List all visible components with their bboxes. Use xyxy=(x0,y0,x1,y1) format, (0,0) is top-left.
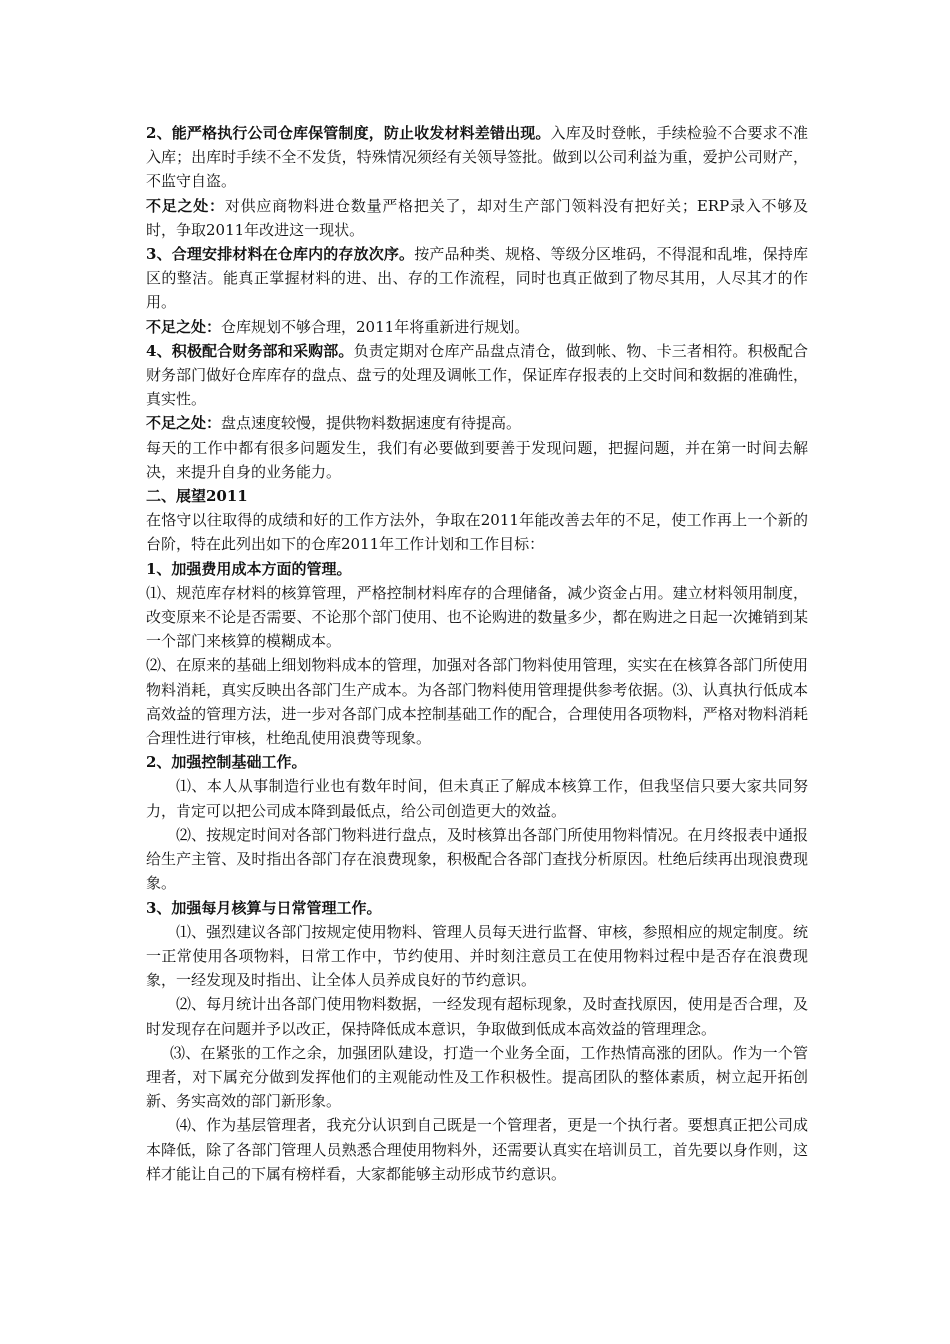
paragraph-text: ⑷、作为基层管理者，我充分认识到自己既是一个管理者，更是一个执行者。要想真正把公司成本降低，除了各部门管理人员熟悉合理使用物料外，还需要认真实在培训员工，首先要以身作则，这样才能让自己的下属有榜样看，大家都能够主动形成节约意识。 xyxy=(146,1116,808,1183)
paragraph-item-2 xyxy=(146,121,808,194)
paragraph-text: ⑴、强烈建议各部门按规定使用物料、管理人员每天进行监督、审核，参照相应的规定制度。统一正常使用各项物料，日常工作中，节约使用、并时刻注意员工在使用物料过程中是否存在浪费现象，一经发现及时指出、让全体人员养成良好的节约意识。 xyxy=(146,922,808,990)
list-item xyxy=(146,992,808,1040)
paragraph-heading: 4、积极配合财务部和采购部。 xyxy=(146,341,354,360)
paragraph-text: 入库及时登帐，手续检验不合要求不准入库；出库时手续不全不发货，特殊情况须经有关领导签批。做到以公司利益为重，爱护公司财产，不监守自盗。 xyxy=(146,124,808,191)
outlook-intro xyxy=(146,508,808,556)
section-heading-outlook: 二、展望2011 xyxy=(146,487,248,506)
subheading-monthly-accounting: 3、加强每月核算与日常管理工作。 xyxy=(146,898,382,917)
list-item xyxy=(146,774,808,822)
list-item xyxy=(146,581,808,654)
shortcoming-label: 不足之处： xyxy=(146,196,225,215)
shortcoming-note xyxy=(146,315,808,339)
shortcoming-label: 不足之处： xyxy=(146,317,222,336)
subheading-control-basics: 2、加强控制基础工作。 xyxy=(146,753,307,772)
paragraph-text: ⑴、本人从事制造行业也有数年时间，但未真正了解成本核算工作，但我坚信只要大家共同努力，肯定可以把公司成本降到最低点，给公司创造更大的效益。 xyxy=(146,777,808,820)
paragraph-text: ⑵、按规定时间对各部门物料进行盘点，及时核算出各部门所使用物料情况。在月终报表中通报给生产主管、及时指出各部门存在浪费现象，积极配合各部门查找分析原因。杜绝后续再出现浪费现象。 xyxy=(146,825,808,893)
paragraph-text: ⑶、在紧张的工作之余，加强团队建设，打造一个业务全面，工作热情高涨的团队。作为一个管理者，对下属充分做到发挥他们的主观能动性及工作积极性。提高团队的整体素质，树立起开拓创新、务实高效的部门新形象。 xyxy=(146,1043,808,1111)
paragraph-heading: 3、合理安排材料在仓库内的存放次序。 xyxy=(146,245,415,264)
shortcoming-text: 仓库规划不够合理，2011年将重新进行规划。 xyxy=(221,317,530,336)
paragraph-text: ⑵、每月统计出各部门使用物料数据，一经发现有超标现象，及时查找原因，使用是否合理，及时发现存在问题并予以改正，保持降低成本意识，争取做到低成本高效益的管理理念。 xyxy=(146,995,808,1038)
paragraph-text: 按产品种类、规格、等级分区堆码，不得混和乱堆，保持库区的整洁。能真正掌握材料的进、出、存的工作流程，同时也真正做到了物尽其用，人尽其才的作用。 xyxy=(146,245,808,312)
list-item xyxy=(146,823,808,896)
summary-paragraph xyxy=(146,436,808,484)
shortcoming-text: 对供应商物料进仓数量严格把关了，却对生产部门领料没有把好关；ERP录入不够及时，争取2011年改进这一现状。 xyxy=(146,196,808,239)
paragraph-text: ⑵、在原来的基础上细划物料成本的管理，加强对各部门物料使用管理，实实在在核算各部门所使用物料消耗，真实反映出各部门生产成本。为各部门物料使用管理提供参考依据。⑶、认真执行低成本高效益的管理方法，进一步对各部门成本控制基础工作的配合，合理使用各项物料，严格对物料消耗合理性进行审核，杜绝乱使用浪费等现象。 xyxy=(146,656,808,748)
list-item xyxy=(146,920,808,993)
shortcoming-label: 不足之处： xyxy=(146,414,222,433)
shortcoming-note xyxy=(146,194,808,242)
paragraph-heading: 2、能严格执行公司仓库保管制度，防止收发材料差错出现。 xyxy=(146,124,551,142)
paragraph-text: 负责定期对仓库产品盘点清仓，做到帐、物、卡三者相符。积极配合财务部门做好仓库库存的盘点、盘亏的处理及调帐工作，保证库存报表的上交时间和数据的准确性，真实性。 xyxy=(146,341,808,409)
list-item xyxy=(146,1041,808,1114)
list-item xyxy=(146,653,808,750)
paragraph-item-4 xyxy=(146,339,808,412)
paragraph-text: ⑴、规范库存材料的核算管理，严格控制材料库存的合理储备，减少资金占用。建立材料领用制度，改变原来不论是否需要、不论那个部门使用、也不论购进的数量多少，都在购进之日起一次摊销到某一个部门来核算的模糊成本。 xyxy=(146,583,808,651)
shortcoming-text: 盘点速度较慢，提供物料数据速度有待提高。 xyxy=(221,414,522,433)
document-body xyxy=(146,121,808,1186)
paragraph-item-3 xyxy=(146,242,808,315)
list-item xyxy=(146,1113,808,1186)
shortcoming-note xyxy=(146,411,808,435)
paragraph-text: 每天的工作中都有很多问题发生，我们有必要做到要善于发现问题，把握问题，并在第一时间去解决，来提升自身的业务能力。 xyxy=(146,438,808,481)
subheading-cost-management: 1、加强费用成本方面的管理。 xyxy=(146,559,352,578)
paragraph-text: 在恪守以往取得的成绩和好的工作方法外，争取在2011年能改善去年的不足，使工作再上一个新的台阶，特在此列出如下的仓库2011年工作计划和工作目标： xyxy=(146,511,808,554)
